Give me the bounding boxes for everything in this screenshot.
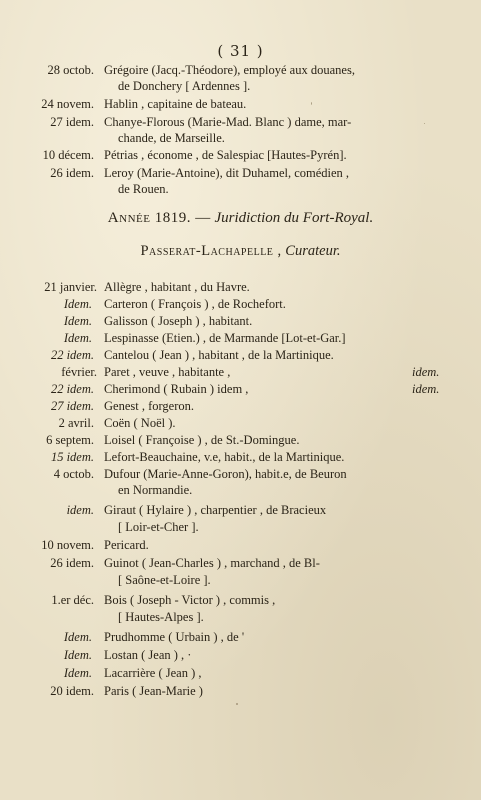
entry-text: Giraut ( Hylaire ) , charpentier , de Bracieux <box>104 503 327 517</box>
entry-text: Loisel ( Françoise ) , de St.-Domingue. <box>104 433 300 447</box>
entry-text: Galisson ( Joseph ) , habitant. <box>104 314 253 328</box>
entry-date: idem. <box>66 503 94 517</box>
entry-date: 20 idem. <box>50 684 94 698</box>
entry-date: 28 octob. <box>47 63 94 77</box>
entry-date: 26 idem. <box>50 166 94 180</box>
entry-idem: idem. <box>412 365 440 379</box>
entry-date: Idem. <box>63 648 92 662</box>
entry-idem: idem. <box>412 382 440 396</box>
entry-text: Prudhomme ( Urbain ) , de ' <box>104 630 245 644</box>
entry-date: Idem. <box>63 297 92 311</box>
entry-text-cont: de Rouen. <box>118 182 169 196</box>
entry-date: 6 septem. <box>46 433 94 447</box>
entry-text-cont: en Normandie. <box>118 483 193 497</box>
entry-date: 27 idem. <box>50 399 94 413</box>
entry-text: Dufour (Marie-Anne-Goron), habit.e, de Beuron <box>104 467 347 481</box>
section-heading-year: Année 1819. — <box>107 210 211 226</box>
entry-text: Grégoire (Jacq.-Théodore), employé aux douanes, <box>104 63 355 77</box>
entry-date: Idem. <box>63 630 92 644</box>
entry-text: Hablin , capitaine de bateau. <box>104 97 247 111</box>
entry-date: 27 idem. <box>50 115 94 129</box>
entry-date: 10 décem. <box>42 148 94 162</box>
entry-text: Pétrias , économe , de Salespiac [Hautes-Pyrén]. <box>104 148 347 162</box>
entry-text: Cantelou ( Jean ) , habitant , de la Martinique. <box>104 348 334 362</box>
entry-text: Lacarrière ( Jean ) , <box>104 666 202 680</box>
entry-text: Lostan ( Jean ) , · <box>104 648 192 662</box>
entry-text-cont: [ Hautes-Alpes ]. <box>118 610 204 624</box>
section-heading <box>0 210 481 227</box>
paper-speck <box>236 703 238 705</box>
entry-text: Guinot ( Jean-Charles ) , marchand , de Bl- <box>104 556 320 570</box>
entry-date: 10 novem. <box>41 538 94 552</box>
entry-text: Paret , veuve , habitante , <box>104 365 231 379</box>
entry-text: Lespinasse (Etien.) , de Marmande [Lot-et-Gar.] <box>104 331 346 345</box>
entry-date: Idem. <box>63 331 92 345</box>
entry-text: Coën ( Noël ). <box>104 416 176 430</box>
entry-date: Idem. <box>63 314 92 328</box>
curator-title: Curateur. <box>285 243 341 259</box>
paper-speck <box>311 102 312 105</box>
curator-heading <box>0 243 481 260</box>
entry-date: 26 idem. <box>50 556 94 570</box>
page-number: ( 31 ) <box>217 42 264 60</box>
entry-text: Bois ( Joseph - Victor ) , commis , <box>104 593 276 607</box>
entry-date: 15 idem. <box>50 450 94 464</box>
entry-text-cont: [ Saône-et-Loire ]. <box>118 573 211 587</box>
entry-date: 2 avril. <box>58 416 94 430</box>
entry-date: 22 idem. <box>50 382 94 396</box>
entry-text: Leroy (Marie-Antoine), dit Duhamel, comédien , <box>104 166 350 180</box>
entry-text: Pericard. <box>104 538 149 552</box>
entry-text-cont: de Donchery [ Ardennes ]. <box>118 79 251 93</box>
entry-date: février. <box>61 365 97 379</box>
entry-date: Idem. <box>63 666 92 680</box>
entry-text: Paris ( Jean-Marie ) <box>104 684 203 698</box>
entry-date: 1.er déc. <box>51 593 94 607</box>
section-heading-title: Juridiction du Fort-Royal. <box>214 210 374 226</box>
entry-date: 22 idem. <box>50 348 94 362</box>
entry-text-cont: chande, de Marseille. <box>118 131 225 145</box>
entry-date: 24 novem. <box>41 97 94 111</box>
entry-date: 21 janvier. <box>44 280 97 294</box>
entry-text: Genest , forgeron. <box>104 399 195 413</box>
entry-text: Lefort-Beauchaine, v.e, habit., de la Martinique. <box>104 450 345 464</box>
entry-text: Allègre , habitant , du Havre. <box>104 280 250 294</box>
entry-text-cont: [ Loir-et-Cher ]. <box>118 520 199 534</box>
entry-text: Carteron ( François ) , de Rochefort. <box>104 297 286 311</box>
entry-text: Cherimond ( Rubain ) idem , <box>104 382 249 396</box>
curator-name: Passerat-Lachapelle , <box>140 243 282 259</box>
paper-speck <box>424 123 425 124</box>
entry-date: 4 octob. <box>53 467 94 481</box>
entry-text: Chanye-Florous (Marie-Mad. Blanc ) dame, mar- <box>104 115 352 129</box>
